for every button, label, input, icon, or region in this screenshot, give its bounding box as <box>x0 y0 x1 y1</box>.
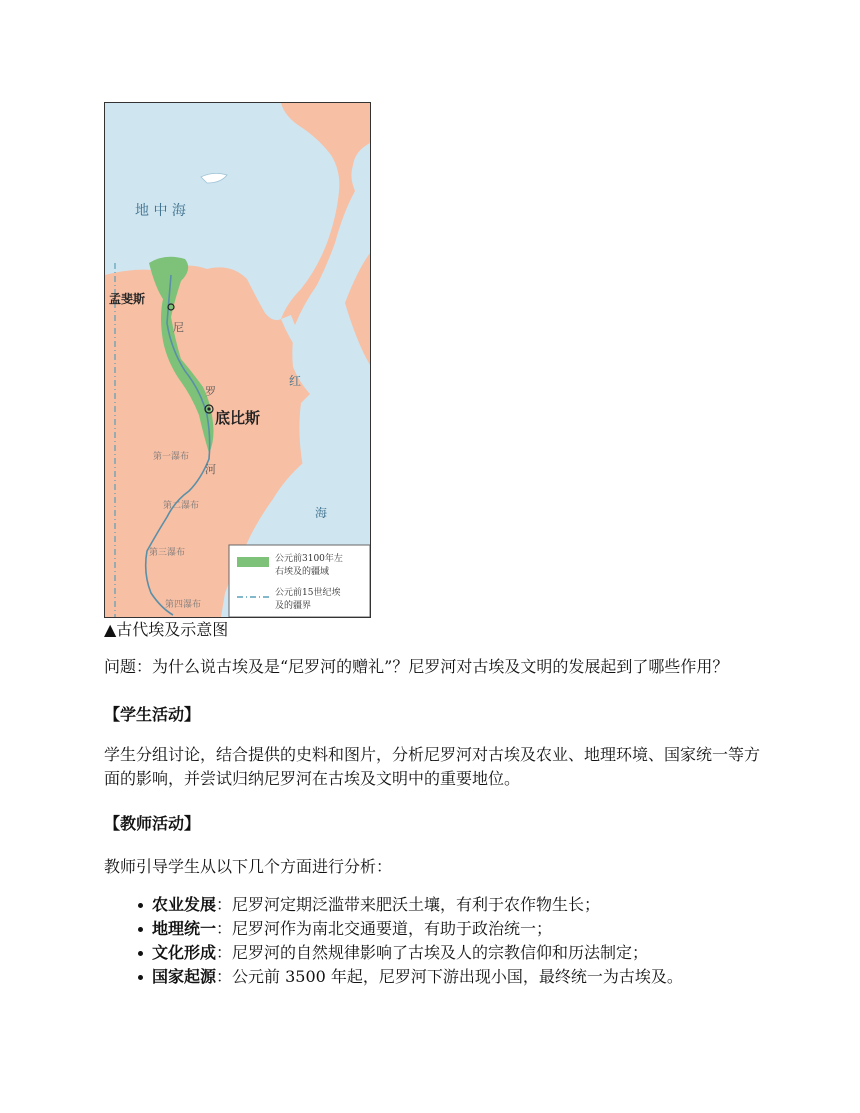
student-activity-text: 学生分组讨论，结合提供的史料和图片，分析尼罗河对古埃及农业、地理环境、国家统一等方面的影响，并尝试归纳尼罗河在古埃及文明中的重要地位。 <box>104 745 761 788</box>
map-svg <box>105 103 370 617</box>
map-label-cataract-4: 第四瀑布 <box>165 600 202 610</box>
map-label-red-1: 红 <box>289 374 302 388</box>
bullet-icon <box>138 903 143 908</box>
map-label-cataract-2: 第二瀑布 <box>163 501 200 511</box>
point-text: ：公元前 3500 年起，尼罗河下游出现小国，最终统一为古埃及。 <box>216 967 683 986</box>
map-label-nile-1: 尼 <box>173 321 184 334</box>
student-activity-heading: 【学生活动】 <box>104 705 201 724</box>
point-term: 国家起源 <box>152 967 217 986</box>
point-text: ：尼罗河的自然规律影响了古埃及人的宗教信仰和历法制定； <box>216 943 649 962</box>
point-text: ：尼罗河作为南北交通要道，有助于政治统一； <box>216 919 553 938</box>
map-legend <box>229 545 370 617</box>
thebes-marker-dot <box>207 407 210 410</box>
point-term: 地理统一 <box>152 919 217 938</box>
map-label-nile-3: 河 <box>205 463 216 476</box>
ancient-egypt-map <box>104 102 371 618</box>
teacher-activity-heading: 【教师活动】 <box>104 814 201 833</box>
map-label-nile-2: 罗 <box>205 385 216 398</box>
question-text: 问题：为什么说古埃及是“尼罗河的赠礼”？尼罗河对古埃及文明的发展起到了哪些作用？ <box>104 657 729 676</box>
map-caption: ▲古代埃及示意图 <box>104 620 229 639</box>
bullet-icon <box>138 927 143 932</box>
bullet-icon <box>138 975 143 980</box>
analysis-points-list <box>138 893 778 989</box>
legend-item2-line2: 及的疆界 <box>275 601 312 611</box>
legend-item1-line1: 公元前3100年左 <box>275 554 343 564</box>
map-label-mediterranean: 地 中 海 <box>135 203 186 219</box>
list-item <box>138 917 778 941</box>
bullet-icon <box>138 951 143 956</box>
point-term: 文化形成 <box>152 943 217 962</box>
map-label-cataract-3: 第三瀑布 <box>149 548 186 558</box>
legend-item1-line2: 右埃及的疆域 <box>275 567 330 577</box>
map-label-cataract-1: 第一瀑布 <box>153 452 190 462</box>
map-label-red-2: 海 <box>315 506 328 520</box>
legend-item2-line1: 公元前15世纪埃 <box>275 588 341 598</box>
list-item <box>138 965 778 989</box>
teacher-activity-text: 教师引导学生从以下几个方面进行分析： <box>104 857 393 876</box>
point-term: 农业发展 <box>152 895 217 914</box>
legend-swatch-territory <box>237 557 269 567</box>
point-text: ：尼罗河定期泛滥带来肥沃土壤，有利于农作物生长； <box>216 895 601 914</box>
list-item <box>138 941 778 965</box>
map-label-thebes: 底比斯 <box>215 409 261 427</box>
list-item <box>138 893 778 917</box>
map-label-memphis: 孟斐斯 <box>109 292 146 306</box>
